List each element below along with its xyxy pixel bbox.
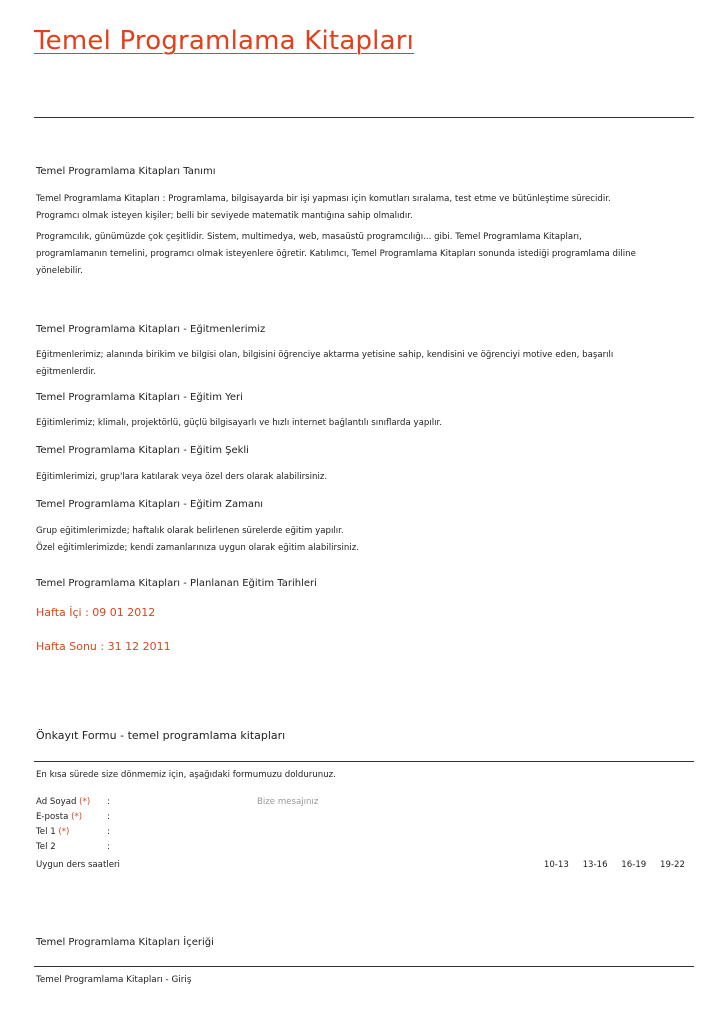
hour-slot-option[interactable]: 16-19 [621,860,647,870]
page-title: Temel Programlama Kitapları [34,26,415,56]
hour-slots [533,860,685,870]
icerik-item: Temel Programlama Kitapları - Giriş [36,975,192,985]
paragraph-zaman [36,523,696,557]
name-field-colon: : [107,797,110,807]
paragraph-egitmenler [36,347,696,381]
section-heading-yer: Temel Programlama Kitapları - Eğitim Yeri [36,392,243,403]
email-field-colon: : [107,812,110,822]
label-text: E-posta [36,812,69,822]
required-mark: (*) [79,797,91,807]
text-line: Eğitimlerimiz; klimalı, projektörlü, güçlü bilgisayarlı ve hızlı internet bağlantılı sınıflarda yapılır. [36,418,442,428]
text-line: yönelebilir. [36,266,83,276]
paragraph-sekil [36,469,696,486]
tel2-field-label [36,842,56,852]
form-title: Önkayıt Formu - temel programlama kitapları [36,729,286,742]
section-heading-sekil: Temel Programlama Kitapları - Eğitim Şekli [36,445,249,456]
name-field-label [36,797,90,807]
paragraph-tanim-2 [36,229,696,280]
label-text: Ad Soyad [36,797,77,807]
form-divider [34,761,694,762]
paragraph-yer [36,415,696,432]
section-heading-tanim: Temel Programlama Kitapları Tanımı [36,166,216,177]
hours-label: Uygun ders saatleri [36,860,120,870]
title-divider [34,117,694,118]
section-heading-zaman: Temel Programlama Kitapları - Eğitim Zamanı [36,499,264,510]
text-line: programlamanın temelini, programcı olmak isteyenlere öğretir. Katılımcı, Temel Programlama Kitapları sonunda istediği programlama diline [36,249,636,259]
text-line: Özel eğitimlerimizde; kendi zamanlarınıza uygun olarak eğitim alabilirsiniz. [36,543,359,553]
section-heading-egitmenler: Temel Programlama Kitapları - Eğitmenlerimiz [36,324,266,335]
required-mark: (*) [58,827,70,837]
label-text: Tel 2 [36,842,56,852]
text-line: Grup eğitimlerimizde; haftalık olarak belirlenen sürelerde eğitim yapılır. [36,526,344,536]
text-line: Eğitmenlerimiz; alanında birikim ve bilgisi olan, bilgisini öğrenciye aktarma yetisine sahip, kendisini ve öğrenciyi motive eden, başarılı [36,350,614,360]
text-line: Temel Programlama Kitapları : Programlama, bilgisayarda bir işi yapması için komutları sıralama, test etme ve bütünleştime sürecidir. [36,194,611,204]
tel2-field-colon: : [107,842,110,852]
text-line: Eğitimlerimizi, grup'lara katılarak veya özel ders olarak alabilirsiniz. [36,472,328,482]
date-hafta-ici: Hafta İçi : 09 01 2012 [36,606,156,619]
required-mark: (*) [71,812,83,822]
text-line: Programcılık, günümüzde çok çeşitlidir. Sistem, multimedya, web, masaüstü programcılığı... gibi. Temel Programlama Kitapları, [36,232,582,242]
tel1-field-colon: : [107,827,110,837]
paragraph-tanim-1 [36,191,696,225]
label-text: Tel 1 [36,827,56,837]
text-line: Programcı olmak isteyen kişiler; belli bir seviyede matematik mantığına sahip olmalıdır. [36,211,413,221]
email-field-label [36,812,82,822]
hour-slot-option[interactable]: 19-22 [660,860,685,870]
section-heading-tarihler: Temel Programlama Kitapları - Planlanan Eğitim Tarihleri [36,578,317,589]
hour-slot-option[interactable]: 10-13 [543,860,569,870]
icerik-divider [34,966,694,967]
text-line: eğitmenlerdir. [36,367,96,377]
tel1-field-label [36,827,69,837]
hour-slot-option[interactable]: 13-16 [582,860,608,870]
date-hafta-sonu: Hafta Sonu : 31 12 2011 [36,640,171,653]
form-intro: En kısa sürede size dönmemiz için, aşağıdaki formumuzu doldurunuz. [36,770,336,780]
message-textarea[interactable]: Bize mesajınız [257,797,319,807]
section-heading-icerik: Temel Programlama Kitapları İçeriği [36,937,214,948]
